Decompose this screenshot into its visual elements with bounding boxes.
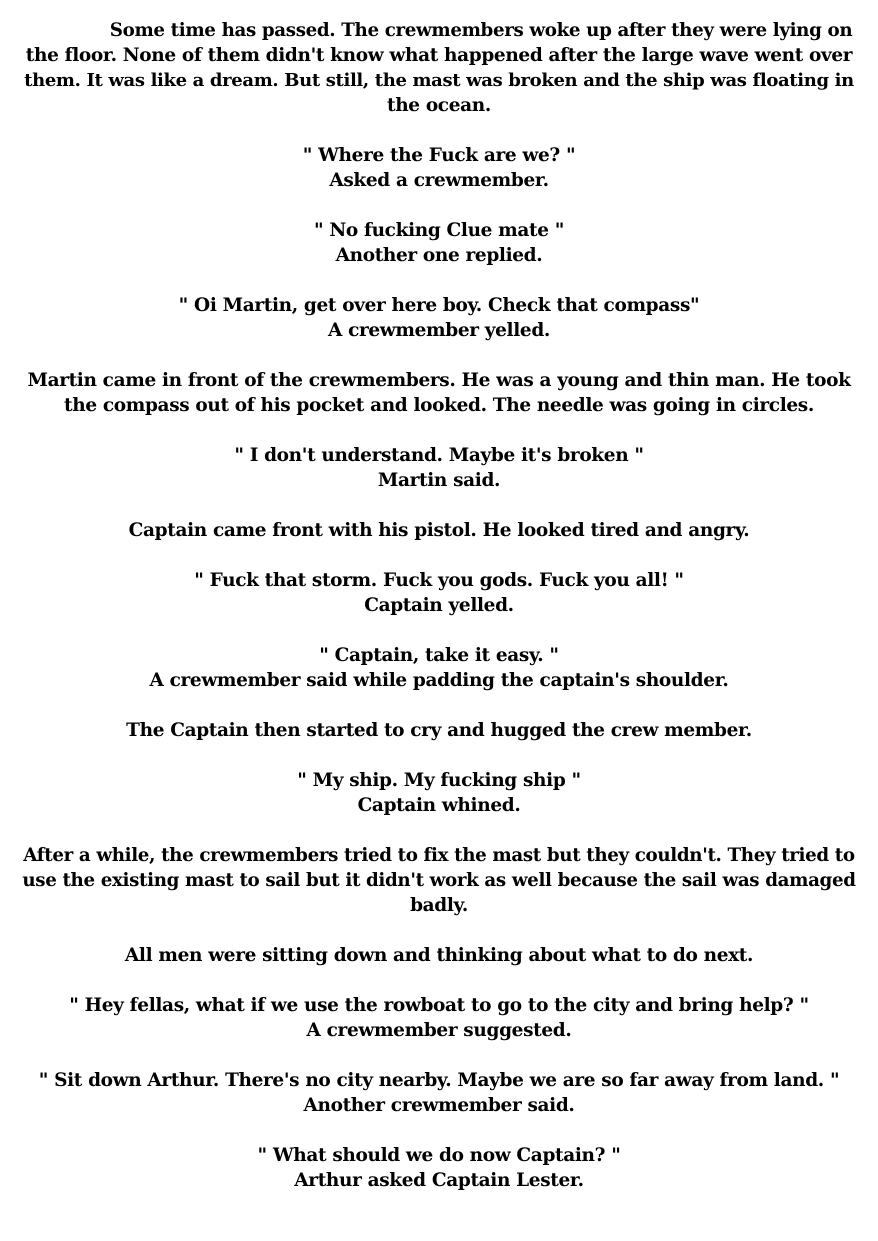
text-line: Another crewmember said. [303, 1095, 575, 1116]
text-line: " Captain, take it easy. " [319, 645, 559, 666]
dialogue-check-compass [22, 293, 856, 343]
dialogue-no-clue [22, 218, 856, 268]
text-line: " Where the Fuck are we? " [302, 145, 576, 166]
text-line: them. It was like a dream. But still, the mast was broken and the ship was floating in [24, 70, 854, 91]
dialogue-take-it-easy [22, 643, 856, 693]
dialogue-my-ship [22, 768, 856, 818]
dialogue-what-now [22, 1143, 856, 1193]
text-line: the floor. None of them didn't know what happened after the large wave went over [25, 45, 853, 66]
text-line: Some time has passed. The crewmembers woke up after they were lying on [25, 20, 853, 41]
text-line: Martin came in front of the crewmembers. He was a young and thin man. He took [27, 370, 851, 391]
text-line: The Captain then started to cry and hugged the crew member. [126, 720, 752, 741]
text-line: " Oi Martin, get over here boy. Check that compass" [178, 295, 700, 316]
text-line: the ocean. [387, 95, 491, 116]
text-line: A crewmember suggested. [306, 1020, 572, 1041]
text-line: " Fuck that storm. Fuck you gods. Fuck you all! " [194, 570, 684, 591]
text-line: A crewmember yelled. [327, 320, 551, 341]
text-line: Asked a crewmember. [329, 170, 549, 191]
paragraph-captain-pistol [22, 518, 856, 543]
text-line: All men were sitting down and thinking about what to do next. [124, 945, 754, 966]
dialogue-rowboat [22, 993, 856, 1043]
text-line: A crewmember said while padding the captain's shoulder. [149, 670, 729, 691]
text-line: Captain whined. [357, 795, 521, 816]
text-line: " Hey fellas, what if we use the rowboat to go to the city and bring help? " [69, 995, 809, 1016]
paragraph-fix-mast [22, 843, 856, 918]
text-line: the compass out of his pocket and looked. The needle was going in circles. [64, 395, 814, 416]
text-line: " No fucking Clue mate " [313, 220, 565, 241]
text-line: " I don't understand. Maybe it's broken " [234, 445, 644, 466]
text-line: use the existing mast to sail but it didn't work as well because the sail was damaged [22, 870, 856, 891]
paragraph-captain-cried [22, 718, 856, 743]
text-line: Another one replied. [335, 245, 543, 266]
dialogue-sit-down-arthur [22, 1068, 856, 1118]
text-line: " Sit down Arthur. There's no city nearby. Maybe we are so far away from land. " [38, 1070, 840, 1091]
dialogue-where-are-we [22, 143, 856, 193]
text-line: Captain yelled. [364, 595, 514, 616]
text-line: Arthur asked Captain Lester. [294, 1170, 584, 1191]
text-line: After a while, the crewmembers tried to fix the mast but they couldn't. They tried to [23, 845, 855, 866]
dialogue-captain-yelled [22, 568, 856, 618]
dialogue-maybe-broken [22, 443, 856, 493]
paragraph-sitting-down [22, 943, 856, 968]
text-line: " What should we do now Captain? " [257, 1145, 621, 1166]
paragraph-martin-compass [22, 368, 856, 418]
text-line: " My ship. My fucking ship " [297, 770, 581, 791]
text-line: Martin said. [377, 470, 501, 491]
paragraph-opening [22, 18, 856, 118]
text-line: badly. [410, 895, 468, 916]
text-line: Captain came front with his pistol. He looked tired and angry. [128, 520, 750, 541]
